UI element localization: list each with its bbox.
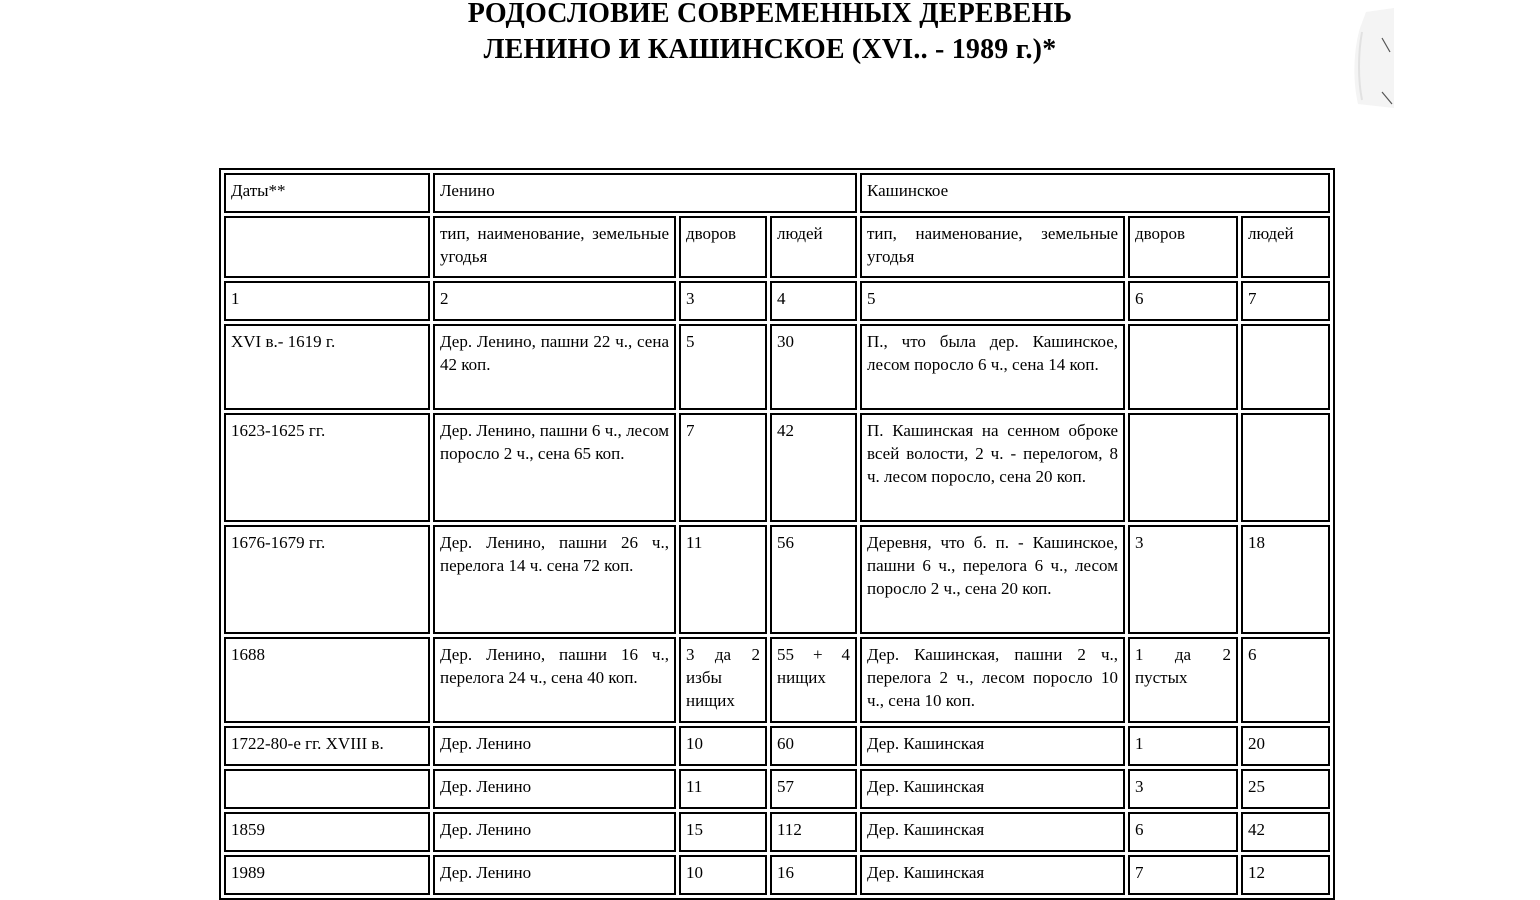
column-number: 2 [433,281,676,321]
cell-kashinskoe-households: 3 [1128,525,1238,634]
table-header-row [224,173,1330,213]
cell-date: 1722-80-е гг. XVIII в. [224,726,430,766]
cell-kashinskoe-type: Дер. Кашинская [860,726,1125,766]
table-row [224,855,1330,895]
cell-lenino-people: 56 [770,525,857,634]
cell-lenino-households: 5 [679,324,767,410]
cell-kashinskoe-type: Деревня, что б. п. - Кашинское, пашни 6 ч., перелога 6 ч., лесом поросло 2 ч., сена 20 коп. [860,525,1125,634]
cell-lenino-people: 16 [770,855,857,895]
cell-kashinskoe-people [1241,413,1330,522]
cell-kashinskoe-type: Дер. Кашинская [860,812,1125,852]
genealogy-table [219,168,1335,900]
cell-date: 1676-1679 гг. [224,525,430,634]
cell-kashinskoe-type: Дер. Кашинская, пашни 2 ч., перелога 2 ч., лесом поросло 10 ч., сена 10 коп. [860,637,1125,723]
cell-lenino-type: Дер. Ленино, пашни 22 ч., сена 42 коп. [433,324,676,410]
column-number: 7 [1241,281,1330,321]
cell-kashinskoe-households: 1 да 2 пустых [1128,637,1238,723]
subheader-lenino-type: тип, наименование, земельные угодья [433,216,676,278]
cell-lenino-households: 7 [679,413,767,522]
table-row [224,324,1330,410]
cell-lenino-households: 11 [679,525,767,634]
table-row [224,726,1330,766]
cell-kashinskoe-type: П. Кашинская на сенном оброке всей волости, 2 ч. - перелогом, 8 ч. лесом поросло, сена 20 коп. [860,413,1125,522]
cell-date: XVI в.- 1619 г. [224,324,430,410]
column-number: 5 [860,281,1125,321]
cell-lenino-people: 30 [770,324,857,410]
cell-kashinskoe-households [1128,324,1238,410]
table-subheader-row [224,216,1330,278]
cell-date: 1688 [224,637,430,723]
page-title-line-1: РОДОСЛОВИЕ СОВРЕМЕННЫХ ДЕРЕВЕНЬ [467,0,1073,29]
subheader-kashinskoe-type: тип, наименование, земельные угодья [860,216,1125,278]
cell-lenino-type: Дер. Ленино [433,726,676,766]
cell-kashinskoe-type: П., что была дер. Кашинское, лесом поросло 6 ч., сена 14 коп. [860,324,1125,410]
header-lenino: Ленино [433,173,857,213]
cell-lenino-households: 11 [679,769,767,809]
cell-date [224,769,430,809]
cell-lenino-households: 10 [679,855,767,895]
page-edge-mark [1346,8,1394,112]
cell-kashinskoe-households: 1 [1128,726,1238,766]
cell-date: 1859 [224,812,430,852]
cell-kashinskoe-people: 18 [1241,525,1330,634]
table-row [224,769,1330,809]
subheader-kashinskoe-households: дворов [1128,216,1238,278]
page-title-line-2: ЛЕНИНО И КАШИНСКОЕ (XVI.. - 1989 г.)* [483,34,1057,65]
cell-kashinskoe-households: 7 [1128,855,1238,895]
subheader-kashinskoe-people: людей [1241,216,1330,278]
subheader-lenino-households: дворов [679,216,767,278]
cell-kashinskoe-households: 6 [1128,812,1238,852]
cell-kashinskoe-people: 42 [1241,812,1330,852]
cell-kashinskoe-type: Дер. Кашинская [860,855,1125,895]
cell-kashinskoe-type: Дер. Кашинская [860,769,1125,809]
cell-date: 1623-1625 гг. [224,413,430,522]
column-number: 4 [770,281,857,321]
cell-lenino-type: Дер. Ленино [433,812,676,852]
cell-kashinskoe-people: 12 [1241,855,1330,895]
table-row [224,812,1330,852]
cell-lenino-type: Дер. Ленино [433,769,676,809]
cell-kashinskoe-households [1128,413,1238,522]
table-row [224,525,1330,634]
header-kashinskoe: Кашинское [860,173,1330,213]
cell-kashinskoe-people: 25 [1241,769,1330,809]
cell-lenino-households: 10 [679,726,767,766]
header-dates: Даты** [224,173,430,213]
cell-lenino-households: 3 да 2 избы нищих [679,637,767,723]
cell-kashinskoe-people: 20 [1241,726,1330,766]
subheader-lenino-people: людей [770,216,857,278]
column-number: 6 [1128,281,1238,321]
table-row [224,413,1330,522]
cell-lenino-type: Дер. Ленино, пашни 16 ч., перелога 24 ч., сена 40 коп. [433,637,676,723]
cell-lenino-type: Дер. Ленино [433,855,676,895]
column-number-row [224,281,1330,321]
cell-kashinskoe-people: 6 [1241,637,1330,723]
cell-date: 1989 [224,855,430,895]
cell-lenino-people: 112 [770,812,857,852]
cell-kashinskoe-people [1241,324,1330,410]
cell-lenino-type: Дер. Ленино, пашни 26 ч., перелога 14 ч. сена 72 коп. [433,525,676,634]
cell-kashinskoe-households: 3 [1128,769,1238,809]
cell-lenino-people: 55 + 4 нищих [770,637,857,723]
cell-lenino-households: 15 [679,812,767,852]
column-number: 3 [679,281,767,321]
cell-lenino-people: 57 [770,769,857,809]
cell-lenino-type: Дер. Ленино, пашни 6 ч., лесом поросло 2 ч., сена 65 коп. [433,413,676,522]
table-row [224,637,1330,723]
cell-lenino-people: 60 [770,726,857,766]
cell-lenino-people: 42 [770,413,857,522]
subheader-empty [224,216,430,278]
column-number: 1 [224,281,430,321]
